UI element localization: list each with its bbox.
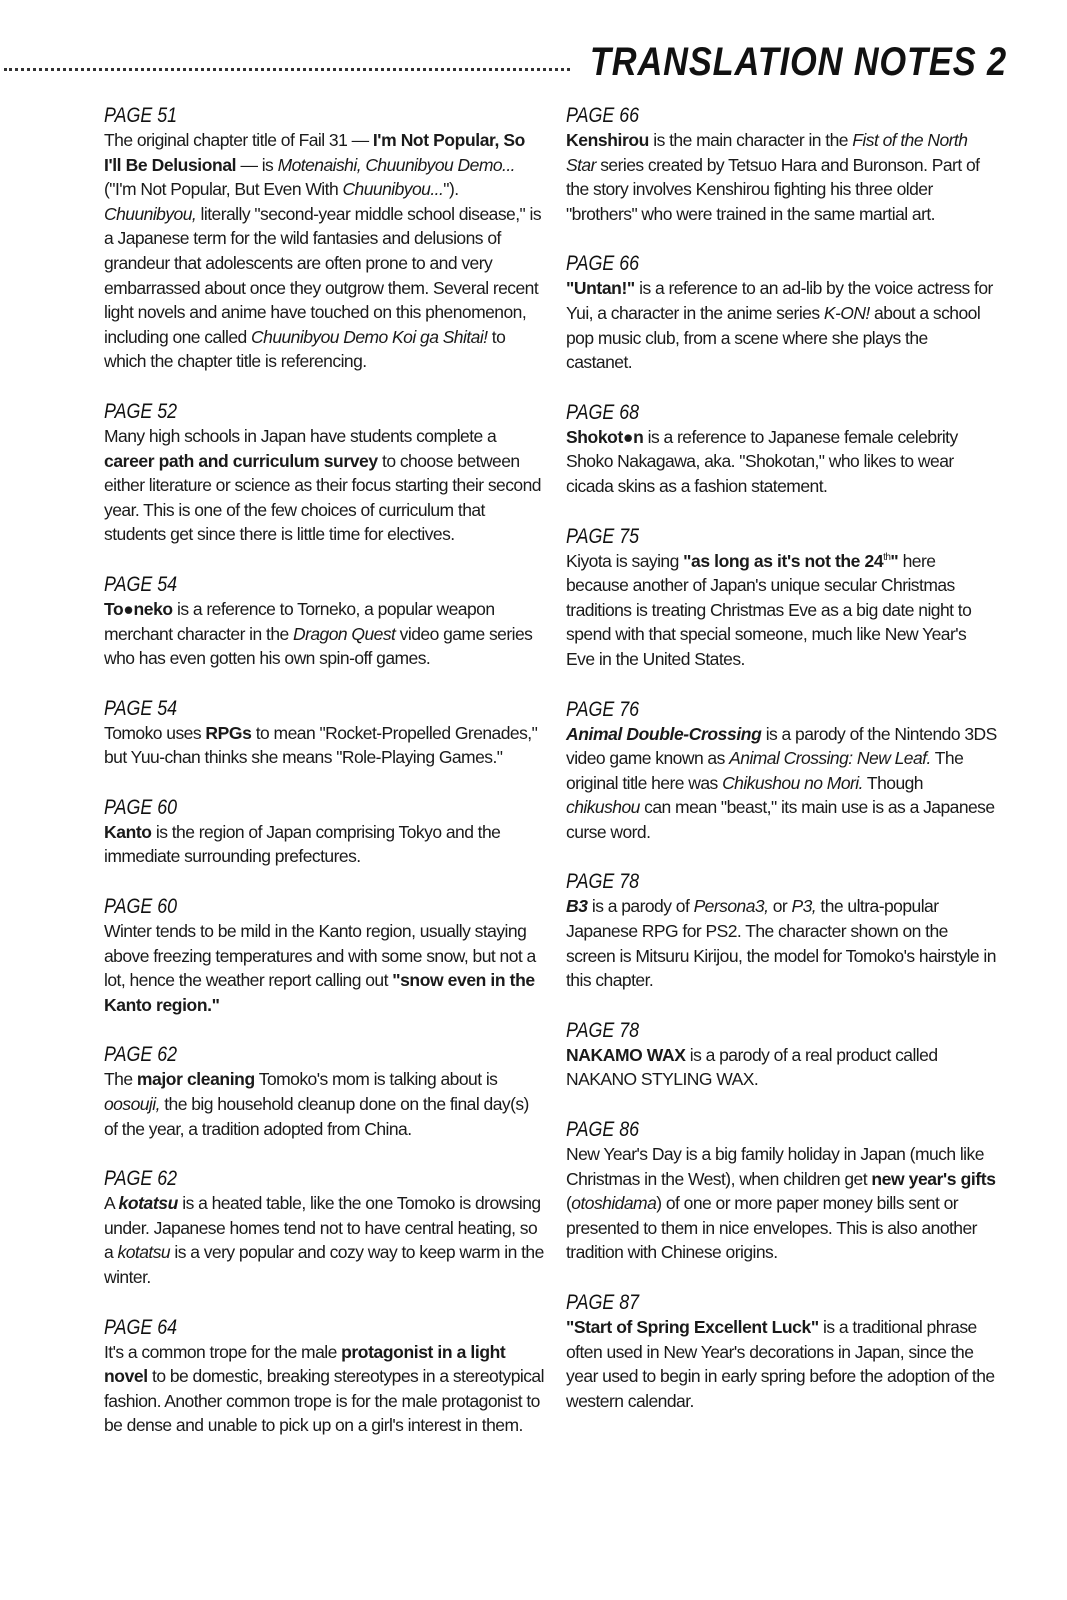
note-text [104, 1067, 544, 1141]
page-number: PAGE 76 [566, 697, 640, 721]
note [104, 1167, 544, 1289]
text-run: literally "second-year middle school disease," is a Japanese term for the wild fantasies and delusions of grandeur that adolescents are often prone to and very embarrassed about once they outgrow them. Several recent light novels and anime have touched on this phenomenon, including one called [104, 203, 542, 347]
text-run: Chuunibyou... [342, 179, 444, 200]
text-run: — is [236, 154, 278, 175]
text-run: can mean "beast," its main use is as a Japanese curse word. [566, 797, 995, 842]
text-run: Shokot●n [566, 426, 644, 447]
text-run: is a very popular and cozy way to keep warm in the winter. [104, 1242, 544, 1287]
note [566, 698, 998, 845]
note [566, 1019, 998, 1092]
page-number: PAGE 54 [104, 696, 178, 720]
note-text [104, 1191, 544, 1289]
text-run: "Start of Spring Excellent Luck" [566, 1317, 819, 1337]
page-header [0, 40, 1067, 92]
note [104, 104, 544, 374]
text-run: chikushou [566, 797, 640, 818]
text-run: Many high schools in Japan have students complete a [104, 425, 497, 446]
text-run: "). [443, 179, 459, 200]
text-run: Tomoko uses [104, 722, 206, 743]
page-number: PAGE 68 [566, 400, 640, 424]
page-number: PAGE 51 [104, 104, 178, 127]
note [104, 573, 544, 671]
page-number: PAGE 66 [566, 104, 640, 127]
text-run: to which the chapter title is referencing. [104, 326, 506, 372]
text-run: It's a common trope for the male [104, 1341, 342, 1362]
text-run: I'm Not Popular, So I'll Be Delusional [104, 130, 525, 175]
text-run: series created by Tetsuo Hara and Buronson. Part of the story involves Kenshirou fighting his three older "brothers" who were trained in the same martial art. [566, 154, 980, 224]
text-run: The original chapter title of Fail 31 — [104, 130, 373, 150]
text-run: video game series who has even gotten his own spin-off games. [104, 623, 533, 669]
note-text [566, 549, 998, 672]
page-number: PAGE 60 [104, 895, 178, 919]
note [566, 1118, 998, 1265]
text-run: Persona3, [693, 896, 769, 917]
note [566, 252, 998, 374]
page-number: PAGE 87 [566, 1291, 640, 1314]
text-run: major cleaning [136, 1069, 255, 1090]
note-text [566, 722, 998, 845]
note-text [566, 1043, 998, 1092]
note [104, 1043, 544, 1141]
text-run: kotatsu [117, 1242, 171, 1263]
text-run: Tomoko's mom is talking about is [254, 1069, 498, 1090]
note [104, 895, 544, 1017]
left-column [104, 104, 544, 1464]
text-run: P3, [791, 896, 817, 917]
text-run: is the region of Japan comprising Tokyo and the immediate surrounding prefectures. [104, 821, 501, 867]
text-run: ) of one or more paper money bills sent or presented to them in nice envelopes. This is also another tradition with Chinese origins. [566, 1193, 977, 1263]
page-number: PAGE 64 [104, 1315, 178, 1339]
text-run: A [104, 1193, 119, 1214]
text-run: "as long as it's not the 24 [683, 550, 884, 571]
text-run: ("I'm Not Popular, But Even With [104, 179, 343, 200]
text-run: is a reference to Japanese female celebrity Shoko Nakagawa, aka. "Shokotan," who likes to wear cicada skins as a fashion statement. [566, 426, 958, 496]
text-run: to choose between either literature or science as their focus starting their second year. This is one of the few choices of curriculum that students get since there is little time for electives. [104, 450, 541, 545]
text-run: RPGs [205, 722, 252, 743]
note-text [104, 424, 544, 547]
text-run: to mean "Rocket-Propelled Grenades," but Yuu-chan thinks she means "Role-Playing Games." [104, 722, 538, 768]
text-run: Motenaishi, Chuunibyou Demo... [277, 154, 515, 175]
text-run: "snow even in the Kanto region." [104, 970, 535, 1015]
page-number: PAGE 62 [104, 1043, 178, 1067]
note [566, 525, 998, 672]
text-run: is a reference to an ad-lib by the voice actress for Yui, a character in the anime series [566, 278, 993, 323]
text-run: To●neko [104, 598, 173, 619]
page-number: PAGE 54 [104, 572, 178, 596]
text-run: is a heated table, like the one Tomoko is drowsing under. Japanese homes tend not to have central heating, so a [104, 1193, 541, 1263]
text-run: New Year's Day is a big family holiday in Japan (much like Christmas in the West), when children get [566, 1144, 984, 1189]
text-run: new year's gifts [871, 1168, 996, 1189]
text-run: B3 [566, 896, 588, 917]
right-column [566, 104, 998, 1439]
text-run: Chuunibyou, [104, 203, 197, 224]
text-run: Kenshirou [566, 130, 649, 150]
text-run: the big household cleanup done on the final day(s) of the year, a tradition adopted from China. [104, 1094, 529, 1139]
note-text [566, 425, 998, 499]
text-run: is a reference to Torneko, a popular weapon merchant character in the [104, 598, 495, 644]
note-text [566, 128, 998, 226]
note [104, 1316, 544, 1438]
note-text [104, 597, 544, 671]
page-number: PAGE 60 [104, 795, 178, 819]
text-run: NAKAMO WAX [566, 1044, 686, 1065]
text-run: Though [862, 772, 923, 793]
note-text [566, 894, 998, 992]
text-run: The [104, 1069, 137, 1090]
text-run: Animal Double-Crossing [566, 723, 762, 744]
note [566, 1291, 998, 1413]
page-number: PAGE 86 [566, 1118, 640, 1142]
note-text [566, 1315, 998, 1413]
note-text [104, 721, 544, 770]
text-run: is a parody of a real product called NAKANO STYLING WAX. [566, 1044, 938, 1090]
text-run: here because another of Japan's unique secular Christmas traditions is treating Christmas Eve as a big date night to spend with that special someone, much like New Year's Eve in the United States. [566, 550, 972, 669]
page-number: PAGE 66 [566, 252, 640, 276]
note-text [104, 919, 544, 1017]
page-title: TRANSLATION NOTES 2 [589, 40, 1007, 84]
text-run: Winter tends to be mild in the Kanto region, usually staying above freezing temperatures and with some snow, but not a lot, hence the weather report calling out [104, 921, 536, 991]
note [566, 401, 998, 499]
note-text [104, 820, 544, 869]
text-run: or [768, 896, 792, 917]
dotted-rule [4, 68, 570, 71]
text-run: is the main character in the [648, 130, 853, 150]
text-run: ( [566, 1193, 572, 1214]
text-run: is a parody of the Nintendo 3DS video game known as [566, 723, 997, 769]
page-number: PAGE 52 [104, 399, 178, 423]
text-run: Kiyota is saying [566, 550, 684, 571]
text-run: otoshidama [571, 1193, 657, 1214]
note [566, 104, 998, 226]
text-run: Kanto [104, 821, 152, 842]
page-number: PAGE 78 [566, 1018, 640, 1042]
text-run: Dragon Quest [293, 623, 396, 644]
text-run: is a parody of [587, 896, 694, 917]
text-run: Fist of the North Star [566, 130, 968, 175]
page-number: PAGE 62 [104, 1167, 178, 1191]
note-text [104, 128, 544, 374]
text-run: th [883, 551, 891, 563]
text-run: K-ON! [823, 302, 870, 323]
note [104, 697, 544, 770]
note-text [566, 1142, 998, 1265]
text-run: Animal Crossing: New Leaf. [729, 748, 931, 769]
text-run: protagonist in a light novel [104, 1341, 506, 1387]
text-run: career path and curriculum survey [104, 450, 378, 471]
text-run: to be domestic, breaking stereotypes in a stereotypical fashion. Another common trope is for the male protagonist to be dense and unable to pick up on a girl's interest in them. [104, 1366, 544, 1436]
page-number: PAGE 78 [566, 870, 640, 894]
note [566, 870, 998, 992]
text-run: Chuunibyou Demo Koi ga Shitai! [251, 326, 488, 347]
text-run: about a school pop music club, from a scene where she plays the castanet. [566, 302, 981, 373]
text-run: oosouji, [104, 1094, 160, 1115]
text-run: is a traditional phrase often used in New Year's decorations in Japan, since the year used to begin in early spring before the adoption of the western calendar. [566, 1317, 995, 1411]
text-run: " [890, 550, 899, 571]
note [104, 400, 544, 547]
note-text [104, 1340, 544, 1438]
text-run: Chikushou no Mori. [722, 772, 863, 793]
note [104, 796, 544, 869]
text-run: The original title here was [566, 748, 964, 793]
text-run: kotatsu [118, 1193, 178, 1214]
text-run: the ultra-popular Japanese RPG for PS2. The character shown on the screen is Mitsuru Kirijou, the model for Tomoko's hairstyle in this chapter. [566, 896, 996, 991]
note-text [566, 276, 998, 374]
page-number: PAGE 75 [566, 524, 640, 548]
text-run: "Untan!" [566, 278, 635, 299]
